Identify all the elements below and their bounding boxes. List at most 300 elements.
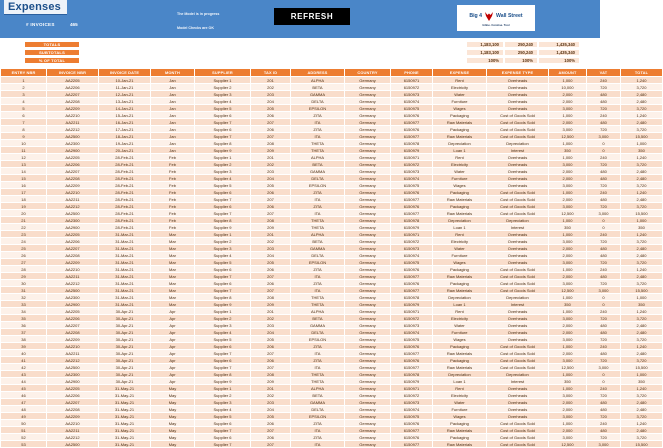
cell-invoice-date[interactable]: 31-May-21 bbox=[99, 399, 151, 406]
cell-address[interactable]: GAMMA bbox=[291, 322, 345, 329]
cell-address[interactable]: ZITA bbox=[291, 434, 345, 441]
cell-invoice-date[interactable]: 31-May-21 bbox=[99, 427, 151, 434]
cell-supplier[interactable]: Supplier 7 bbox=[195, 210, 251, 217]
cell-expense[interactable]: Loan 1 bbox=[433, 378, 487, 385]
cell-supplier[interactable]: Supplier 3 bbox=[195, 399, 251, 406]
cell-amount[interactable]: 2,000 bbox=[549, 175, 587, 182]
cell-address[interactable]: GAMMA bbox=[291, 245, 345, 252]
cell-supplier[interactable]: Supplier 7 bbox=[195, 273, 251, 280]
cell-expense-type[interactable]: Cost of Goods Sold bbox=[487, 203, 549, 210]
cell-expense-type[interactable]: Overheads bbox=[487, 175, 549, 182]
cell-amount[interactable]: 3,000 bbox=[549, 413, 587, 420]
cell-total[interactable]: 3,720 bbox=[621, 105, 663, 112]
cell-total[interactable]: 1,000 bbox=[621, 217, 663, 224]
cell-expense-type[interactable]: Overheads bbox=[487, 91, 549, 98]
cell-phone[interactable]: 6150973 bbox=[391, 245, 433, 252]
cell-expense[interactable]: Electricity bbox=[433, 238, 487, 245]
cell-amount[interactable]: 3,000 bbox=[549, 126, 587, 133]
cell-amount[interactable]: 3,000 bbox=[549, 357, 587, 364]
cell-address[interactable]: BETA bbox=[291, 84, 345, 91]
cell-month[interactable]: Feb bbox=[151, 210, 195, 217]
cell-expense[interactable]: Loan 1 bbox=[433, 224, 487, 231]
cell-month[interactable]: Mar bbox=[151, 231, 195, 238]
cell-month[interactable]: Mar bbox=[151, 245, 195, 252]
cell-amount[interactable]: 2,000 bbox=[549, 91, 587, 98]
cell-entry-nbr[interactable]: 7 bbox=[1, 119, 47, 126]
cell-tax-id[interactable]: 201 bbox=[251, 231, 291, 238]
cell-total[interactable]: 1,240 bbox=[621, 385, 663, 392]
cell-country[interactable]: Germany bbox=[345, 413, 391, 420]
cell-invoice-nbr[interactable]: AA2900 bbox=[47, 224, 99, 231]
column-header-country[interactable]: COUNTRY bbox=[345, 69, 391, 77]
cell-invoice-date[interactable]: 14-Jan-21 bbox=[99, 105, 151, 112]
cell-invoice-nbr[interactable]: AA2211 bbox=[47, 427, 99, 434]
cell-phone[interactable]: 6150972 bbox=[391, 161, 433, 168]
cell-vat[interactable]: 720 bbox=[587, 105, 621, 112]
table-row[interactable] bbox=[1, 259, 663, 266]
cell-expense-type[interactable]: Overheads bbox=[487, 322, 549, 329]
cell-invoice-nbr[interactable]: AA2210 bbox=[47, 343, 99, 350]
cell-invoice-nbr[interactable]: AA2500 bbox=[47, 133, 99, 140]
cell-amount[interactable]: 3,000 bbox=[549, 315, 587, 322]
cell-tax-id[interactable]: 209 bbox=[251, 378, 291, 385]
cell-expense[interactable]: Raw Materials bbox=[433, 210, 487, 217]
cell-entry-nbr[interactable]: 49 bbox=[1, 413, 47, 420]
cell-invoice-date[interactable]: 31-Mar-21 bbox=[99, 301, 151, 308]
cell-country[interactable]: Germany bbox=[345, 301, 391, 308]
cell-vat[interactable]: 480 bbox=[587, 98, 621, 105]
cell-total[interactable]: 2,480 bbox=[621, 245, 663, 252]
cell-vat[interactable]: 480 bbox=[587, 406, 621, 413]
cell-address[interactable]: THETA bbox=[291, 301, 345, 308]
cell-vat[interactable]: 720 bbox=[587, 315, 621, 322]
cell-supplier[interactable]: Supplier 6 bbox=[195, 434, 251, 441]
cell-supplier[interactable]: Supplier 7 bbox=[195, 441, 251, 448]
cell-phone[interactable]: 6150973 bbox=[391, 322, 433, 329]
refresh-button[interactable]: REFRESH bbox=[274, 8, 350, 25]
cell-expense[interactable]: Packaging bbox=[433, 189, 487, 196]
cell-phone[interactable]: 6150971 bbox=[391, 154, 433, 161]
cell-month[interactable]: Mar bbox=[151, 238, 195, 245]
cell-entry-nbr[interactable]: 37 bbox=[1, 329, 47, 336]
cell-vat[interactable]: 720 bbox=[587, 126, 621, 133]
cell-total[interactable]: 1,240 bbox=[621, 154, 663, 161]
table-row[interactable] bbox=[1, 77, 663, 84]
cell-phone[interactable]: 6150979 bbox=[391, 378, 433, 385]
cell-amount[interactable]: 1,000 bbox=[549, 231, 587, 238]
cell-expense-type[interactable]: Cost of Goods Sold bbox=[487, 126, 549, 133]
cell-country[interactable]: Germany bbox=[345, 140, 391, 147]
table-row[interactable] bbox=[1, 105, 663, 112]
cell-entry-nbr[interactable]: 4 bbox=[1, 98, 47, 105]
cell-address[interactable]: ZITA bbox=[291, 203, 345, 210]
cell-country[interactable]: Germany bbox=[345, 308, 391, 315]
cell-tax-id[interactable]: 202 bbox=[251, 392, 291, 399]
cell-vat[interactable]: 240 bbox=[587, 420, 621, 427]
cell-expense[interactable]: Depreciation bbox=[433, 294, 487, 301]
cell-entry-nbr[interactable]: 24 bbox=[1, 238, 47, 245]
cell-invoice-date[interactable]: 31-Mar-21 bbox=[99, 280, 151, 287]
cell-country[interactable]: Germany bbox=[345, 105, 391, 112]
cell-vat[interactable]: 0 bbox=[587, 371, 621, 378]
cell-entry-nbr[interactable]: 38 bbox=[1, 336, 47, 343]
cell-supplier[interactable]: Supplier 7 bbox=[195, 427, 251, 434]
cell-country[interactable]: Germany bbox=[345, 294, 391, 301]
cell-month[interactable]: Jan bbox=[151, 133, 195, 140]
cell-total[interactable]: 3,720 bbox=[621, 126, 663, 133]
cell-phone[interactable]: 6150974 bbox=[391, 406, 433, 413]
cell-amount[interactable]: 1,000 bbox=[549, 266, 587, 273]
cell-entry-nbr[interactable]: 47 bbox=[1, 399, 47, 406]
cell-expense-type[interactable]: Overheads bbox=[487, 245, 549, 252]
table-row[interactable] bbox=[1, 280, 663, 287]
cell-country[interactable]: Germany bbox=[345, 119, 391, 126]
cell-tax-id[interactable]: 203 bbox=[251, 399, 291, 406]
cell-address[interactable]: ZITA bbox=[291, 266, 345, 273]
cell-vat[interactable]: 3,000 bbox=[587, 287, 621, 294]
cell-tax-id[interactable]: 206 bbox=[251, 203, 291, 210]
cell-month[interactable]: Feb bbox=[151, 196, 195, 203]
cell-expense-type[interactable]: Cost of Goods Sold bbox=[487, 441, 549, 448]
cell-invoice-nbr[interactable]: AA2205 bbox=[47, 385, 99, 392]
cell-address[interactable]: EPSILON bbox=[291, 259, 345, 266]
cell-invoice-nbr[interactable]: AA2209 bbox=[47, 336, 99, 343]
cell-supplier[interactable]: Supplier 6 bbox=[195, 280, 251, 287]
cell-phone[interactable]: 6150973 bbox=[391, 168, 433, 175]
cell-total[interactable]: 350 bbox=[621, 147, 663, 154]
cell-tax-id[interactable]: 208 bbox=[251, 140, 291, 147]
cell-phone[interactable]: 6150976 bbox=[391, 280, 433, 287]
cell-phone[interactable]: 6150974 bbox=[391, 252, 433, 259]
cell-amount[interactable]: 2,000 bbox=[549, 168, 587, 175]
cell-amount[interactable]: 350 bbox=[549, 224, 587, 231]
cell-amount[interactable]: 10,000 bbox=[549, 84, 587, 91]
cell-vat[interactable]: 240 bbox=[587, 189, 621, 196]
cell-month[interactable]: Jan bbox=[151, 84, 195, 91]
cell-invoice-date[interactable]: 31-Mar-21 bbox=[99, 273, 151, 280]
cell-month[interactable]: Mar bbox=[151, 273, 195, 280]
cell-month[interactable]: May bbox=[151, 420, 195, 427]
cell-expense[interactable]: Water bbox=[433, 399, 487, 406]
cell-expense-type[interactable]: Overheads bbox=[487, 231, 549, 238]
cell-supplier[interactable]: Supplier 4 bbox=[195, 406, 251, 413]
cell-expense[interactable]: Raw Materials bbox=[433, 441, 487, 448]
cell-country[interactable]: Germany bbox=[345, 350, 391, 357]
cell-vat[interactable]: 720 bbox=[587, 182, 621, 189]
cell-country[interactable]: Germany bbox=[345, 266, 391, 273]
table-row[interactable] bbox=[1, 315, 663, 322]
cell-amount[interactable]: 1,000 bbox=[549, 308, 587, 315]
cell-country[interactable]: Germany bbox=[345, 98, 391, 105]
cell-expense-type[interactable]: Cost of Goods Sold bbox=[487, 112, 549, 119]
column-header-phone[interactable]: PHONE bbox=[391, 69, 433, 77]
cell-country[interactable]: Germany bbox=[345, 378, 391, 385]
cell-expense-type[interactable]: Depreciation bbox=[487, 217, 549, 224]
cell-month[interactable]: Mar bbox=[151, 259, 195, 266]
cell-country[interactable]: Germany bbox=[345, 273, 391, 280]
cell-amount[interactable]: 1,000 bbox=[549, 294, 587, 301]
cell-address[interactable]: ALPHA bbox=[291, 308, 345, 315]
cell-country[interactable]: Germany bbox=[345, 364, 391, 371]
cell-invoice-date[interactable]: 19-Jan-21 bbox=[99, 140, 151, 147]
table-row[interactable] bbox=[1, 133, 663, 140]
cell-month[interactable]: Apr bbox=[151, 329, 195, 336]
cell-month[interactable]: Apr bbox=[151, 350, 195, 357]
cell-supplier[interactable]: Supplier 6 bbox=[195, 343, 251, 350]
cell-address[interactable]: BETA bbox=[291, 161, 345, 168]
cell-vat[interactable]: 480 bbox=[587, 175, 621, 182]
cell-entry-nbr[interactable]: 36 bbox=[1, 322, 47, 329]
cell-vat[interactable]: 0 bbox=[587, 378, 621, 385]
cell-invoice-nbr[interactable]: AA2300 bbox=[47, 294, 99, 301]
table-row[interactable] bbox=[1, 217, 663, 224]
cell-month[interactable]: Apr bbox=[151, 343, 195, 350]
cell-month[interactable]: Jan bbox=[151, 147, 195, 154]
table-row[interactable] bbox=[1, 126, 663, 133]
cell-expense-type[interactable]: Overheads bbox=[487, 413, 549, 420]
table-row[interactable] bbox=[1, 245, 663, 252]
cell-address[interactable]: ITA bbox=[291, 133, 345, 140]
cell-supplier[interactable]: Supplier 1 bbox=[195, 154, 251, 161]
cell-supplier[interactable]: Supplier 1 bbox=[195, 77, 251, 84]
table-row[interactable] bbox=[1, 301, 663, 308]
cell-supplier[interactable]: Supplier 9 bbox=[195, 224, 251, 231]
cell-phone[interactable]: 6150974 bbox=[391, 98, 433, 105]
cell-invoice-date[interactable]: 31-Mar-21 bbox=[99, 252, 151, 259]
cell-invoice-nbr[interactable]: AA2206 bbox=[47, 315, 99, 322]
cell-invoice-date[interactable]: 28-Feb-21 bbox=[99, 203, 151, 210]
cell-expense[interactable]: Rent bbox=[433, 77, 487, 84]
cell-tax-id[interactable]: 206 bbox=[251, 189, 291, 196]
cell-phone[interactable]: 6150979 bbox=[391, 147, 433, 154]
cell-tax-id[interactable]: 205 bbox=[251, 259, 291, 266]
cell-country[interactable]: Germany bbox=[345, 441, 391, 448]
table-row[interactable] bbox=[1, 287, 663, 294]
cell-expense[interactable]: Loan 1 bbox=[433, 147, 487, 154]
cell-expense[interactable]: Wages bbox=[433, 105, 487, 112]
cell-expense-type[interactable]: Overheads bbox=[487, 154, 549, 161]
cell-invoice-date[interactable]: 30-Apr-21 bbox=[99, 364, 151, 371]
cell-expense[interactable]: Electricity bbox=[433, 315, 487, 322]
cell-total[interactable]: 350 bbox=[621, 301, 663, 308]
cell-total[interactable]: 2,480 bbox=[621, 399, 663, 406]
cell-expense[interactable]: Packaging bbox=[433, 434, 487, 441]
cell-phone[interactable]: 6150972 bbox=[391, 392, 433, 399]
cell-tax-id[interactable]: 209 bbox=[251, 224, 291, 231]
table-row[interactable] bbox=[1, 266, 663, 273]
cell-entry-nbr[interactable]: 13 bbox=[1, 161, 47, 168]
cell-invoice-date[interactable]: 30-Apr-21 bbox=[99, 322, 151, 329]
cell-invoice-nbr[interactable]: AA2211 bbox=[47, 273, 99, 280]
cell-expense-type[interactable]: Overheads bbox=[487, 84, 549, 91]
cell-country[interactable]: Germany bbox=[345, 392, 391, 399]
cell-total[interactable]: 3,720 bbox=[621, 259, 663, 266]
cell-month[interactable]: May bbox=[151, 392, 195, 399]
cell-amount[interactable]: 2,000 bbox=[549, 350, 587, 357]
cell-total[interactable]: 3,720 bbox=[621, 161, 663, 168]
cell-country[interactable]: Germany bbox=[345, 84, 391, 91]
cell-total[interactable]: 2,480 bbox=[621, 273, 663, 280]
cell-invoice-nbr[interactable]: AA2210 bbox=[47, 420, 99, 427]
cell-total[interactable]: 1,240 bbox=[621, 308, 663, 315]
cell-supplier[interactable]: Supplier 2 bbox=[195, 392, 251, 399]
cell-address[interactable]: DELTA bbox=[291, 98, 345, 105]
cell-expense[interactable]: Loan 1 bbox=[433, 301, 487, 308]
cell-address[interactable]: THETA bbox=[291, 371, 345, 378]
cell-entry-nbr[interactable]: 5 bbox=[1, 105, 47, 112]
cell-expense-type[interactable]: Interest bbox=[487, 378, 549, 385]
cell-entry-nbr[interactable]: 46 bbox=[1, 392, 47, 399]
cell-supplier[interactable]: Supplier 4 bbox=[195, 329, 251, 336]
cell-amount[interactable]: 2,000 bbox=[549, 196, 587, 203]
cell-total[interactable]: 3,720 bbox=[621, 392, 663, 399]
cell-entry-nbr[interactable]: 20 bbox=[1, 210, 47, 217]
cell-month[interactable]: Apr bbox=[151, 322, 195, 329]
cell-expense[interactable]: Wages bbox=[433, 182, 487, 189]
cell-invoice-date[interactable]: 30-Apr-21 bbox=[99, 329, 151, 336]
cell-supplier[interactable]: Supplier 5 bbox=[195, 105, 251, 112]
cell-tax-id[interactable]: 206 bbox=[251, 434, 291, 441]
cell-total[interactable]: 350 bbox=[621, 378, 663, 385]
cell-entry-nbr[interactable]: 6 bbox=[1, 112, 47, 119]
cell-amount[interactable]: 12,500 bbox=[549, 133, 587, 140]
cell-vat[interactable]: 3,000 bbox=[587, 441, 621, 448]
cell-vat[interactable]: 720 bbox=[587, 336, 621, 343]
cell-amount[interactable]: 3,000 bbox=[549, 336, 587, 343]
cell-country[interactable]: Germany bbox=[345, 280, 391, 287]
cell-phone[interactable]: 6150976 bbox=[391, 189, 433, 196]
cell-vat[interactable]: 3,000 bbox=[587, 364, 621, 371]
cell-vat[interactable]: 720 bbox=[587, 357, 621, 364]
cell-address[interactable]: ITA bbox=[291, 427, 345, 434]
cell-expense[interactable]: Furniture bbox=[433, 98, 487, 105]
cell-phone[interactable]: 6150976 bbox=[391, 420, 433, 427]
cell-phone[interactable]: 6150977 bbox=[391, 196, 433, 203]
cell-expense-type[interactable]: Overheads bbox=[487, 98, 549, 105]
cell-amount[interactable]: 1,000 bbox=[549, 420, 587, 427]
cell-total[interactable]: 2,480 bbox=[621, 427, 663, 434]
cell-expense-type[interactable]: Interest bbox=[487, 147, 549, 154]
cell-expense[interactable]: Furniture bbox=[433, 406, 487, 413]
cell-phone[interactable]: 6150977 bbox=[391, 119, 433, 126]
cell-entry-nbr[interactable]: 34 bbox=[1, 308, 47, 315]
cell-month[interactable]: Jan bbox=[151, 112, 195, 119]
table-row[interactable] bbox=[1, 364, 663, 371]
cell-total[interactable]: 3,720 bbox=[621, 434, 663, 441]
cell-phone[interactable]: 6150975 bbox=[391, 336, 433, 343]
column-header-total[interactable]: TOTAL bbox=[621, 69, 663, 77]
cell-country[interactable]: Germany bbox=[345, 406, 391, 413]
cell-expense[interactable]: Packaging bbox=[433, 343, 487, 350]
cell-total[interactable]: 2,480 bbox=[621, 196, 663, 203]
cell-tax-id[interactable]: 206 bbox=[251, 126, 291, 133]
cell-amount[interactable]: 3,000 bbox=[549, 182, 587, 189]
cell-supplier[interactable]: Supplier 7 bbox=[195, 350, 251, 357]
cell-total[interactable]: 1,240 bbox=[621, 77, 663, 84]
cell-amount[interactable]: 3,000 bbox=[549, 161, 587, 168]
cell-phone[interactable]: 6150974 bbox=[391, 329, 433, 336]
cell-month[interactable]: Mar bbox=[151, 294, 195, 301]
cell-invoice-nbr[interactable]: AA2212 bbox=[47, 203, 99, 210]
cell-total[interactable]: 3,720 bbox=[621, 315, 663, 322]
cell-expense[interactable]: Raw Materials bbox=[433, 364, 487, 371]
cell-tax-id[interactable]: 203 bbox=[251, 168, 291, 175]
table-row[interactable] bbox=[1, 210, 663, 217]
cell-supplier[interactable]: Supplier 3 bbox=[195, 245, 251, 252]
cell-invoice-date[interactable]: 31-May-21 bbox=[99, 385, 151, 392]
cell-supplier[interactable]: Supplier 7 bbox=[195, 133, 251, 140]
column-header-invoice-date[interactable]: INVOICE DATE bbox=[99, 69, 151, 77]
cell-expense-type[interactable]: Cost of Goods Sold bbox=[487, 189, 549, 196]
cell-invoice-nbr[interactable]: AA2900 bbox=[47, 147, 99, 154]
cell-supplier[interactable]: Supplier 6 bbox=[195, 126, 251, 133]
cell-supplier[interactable]: Supplier 9 bbox=[195, 378, 251, 385]
cell-vat[interactable]: 720 bbox=[587, 413, 621, 420]
cell-amount[interactable]: 2,000 bbox=[549, 119, 587, 126]
cell-invoice-nbr[interactable]: AA2212 bbox=[47, 357, 99, 364]
cell-address[interactable]: ZITA bbox=[291, 420, 345, 427]
cell-total[interactable]: 3,720 bbox=[621, 238, 663, 245]
cell-country[interactable]: Germany bbox=[345, 371, 391, 378]
cell-invoice-date[interactable]: 28-Feb-21 bbox=[99, 196, 151, 203]
cell-expense-type[interactable]: Depreciation bbox=[487, 371, 549, 378]
cell-tax-id[interactable]: 206 bbox=[251, 343, 291, 350]
cell-vat[interactable]: 480 bbox=[587, 119, 621, 126]
cell-invoice-date[interactable]: 31-Mar-21 bbox=[99, 294, 151, 301]
cell-expense-type[interactable]: Overheads bbox=[487, 105, 549, 112]
cell-supplier[interactable]: Supplier 3 bbox=[195, 322, 251, 329]
cell-month[interactable]: Jan bbox=[151, 98, 195, 105]
cell-invoice-nbr[interactable]: AA2206 bbox=[47, 84, 99, 91]
cell-phone[interactable]: 6150975 bbox=[391, 182, 433, 189]
cell-supplier[interactable]: Supplier 9 bbox=[195, 301, 251, 308]
cell-invoice-nbr[interactable]: AA2205 bbox=[47, 308, 99, 315]
cell-phone[interactable]: 6150975 bbox=[391, 105, 433, 112]
table-row[interactable] bbox=[1, 294, 663, 301]
cell-tax-id[interactable]: 202 bbox=[251, 84, 291, 91]
cell-supplier[interactable]: Supplier 1 bbox=[195, 385, 251, 392]
cell-address[interactable]: ZITA bbox=[291, 357, 345, 364]
cell-month[interactable]: May bbox=[151, 434, 195, 441]
cell-month[interactable]: May bbox=[151, 399, 195, 406]
cell-expense-type[interactable]: Depreciation bbox=[487, 294, 549, 301]
cell-country[interactable]: Germany bbox=[345, 343, 391, 350]
cell-total[interactable]: 2,480 bbox=[621, 168, 663, 175]
cell-entry-nbr[interactable]: 15 bbox=[1, 175, 47, 182]
cell-expense[interactable]: Water bbox=[433, 91, 487, 98]
cell-expense-type[interactable]: Overheads bbox=[487, 406, 549, 413]
cell-total[interactable]: 2,480 bbox=[621, 252, 663, 259]
cell-country[interactable]: Germany bbox=[345, 385, 391, 392]
cell-supplier[interactable]: Supplier 6 bbox=[195, 189, 251, 196]
cell-month[interactable]: Jan bbox=[151, 119, 195, 126]
cell-entry-nbr[interactable]: 42 bbox=[1, 364, 47, 371]
cell-vat[interactable]: 240 bbox=[587, 231, 621, 238]
cell-tax-id[interactable]: 207 bbox=[251, 427, 291, 434]
cell-phone[interactable]: 6150976 bbox=[391, 357, 433, 364]
table-row[interactable] bbox=[1, 189, 663, 196]
cell-invoice-date[interactable]: 17-Jan-21 bbox=[99, 126, 151, 133]
cell-supplier[interactable]: Supplier 8 bbox=[195, 140, 251, 147]
cell-tax-id[interactable]: 203 bbox=[251, 322, 291, 329]
cell-total[interactable]: 2,480 bbox=[621, 119, 663, 126]
cell-address[interactable]: ITA bbox=[291, 119, 345, 126]
cell-vat[interactable]: 0 bbox=[587, 140, 621, 147]
cell-vat[interactable]: 240 bbox=[587, 308, 621, 315]
cell-month[interactable]: Apr bbox=[151, 336, 195, 343]
cell-tax-id[interactable]: 207 bbox=[251, 350, 291, 357]
cell-expense[interactable]: Water bbox=[433, 322, 487, 329]
